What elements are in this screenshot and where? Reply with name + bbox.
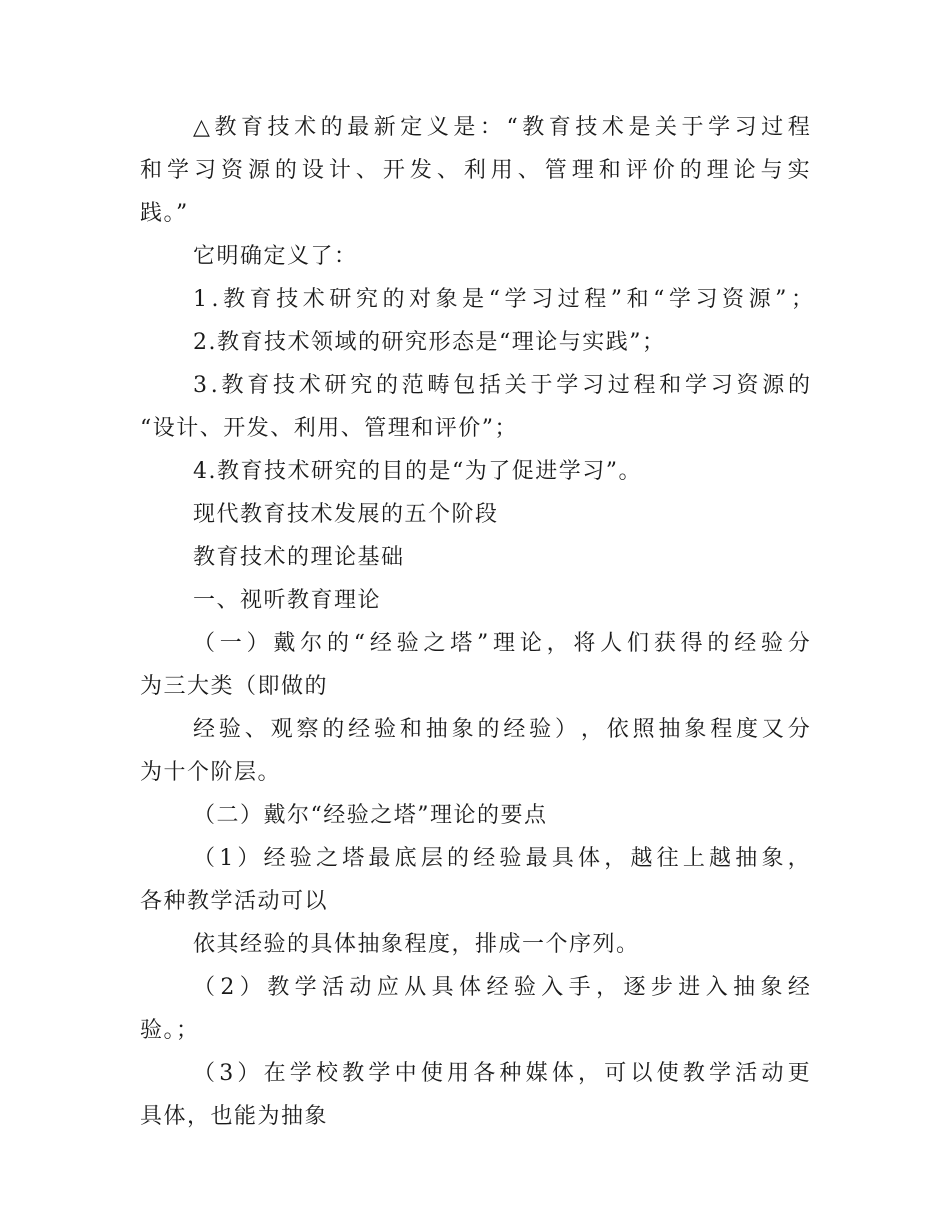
text-line-7: 3 . 教 育 技 术 研 究 的 范 畴 包 括 关 于 学 习 过 程 和 学 习 资 源 的: [193, 373, 810, 398]
text-line-18: （ 1 ） 经 验 之 塔 最 底 层 的 经 验 最 具 体 ， 越 往 上 越 抽 象 ，: [193, 846, 810, 871]
text-line-21: （ 2 ） 教 学 活 动 应 从 具 体 经 验 入 手 ， 逐 步 进 入 抽 象 经: [193, 975, 810, 1000]
text-line-1: △ 教 育 技 术 的 最 新 定 义 是 ： “ 教 育 技 术 是 关 于 学 习 过 程: [193, 115, 810, 140]
text-line-23: （ 3 ） 在 学 校 教 学 中 使 用 各 种 媒 体 ， 可 以 使 教 学 活 动 更: [193, 1061, 810, 1086]
text-line-6: 2.教育技术领域的研究形态是“理论与实践”；: [193, 330, 666, 355]
text-line-5: 1 . 教 育 技 术 研 究 的 对 象 是 “ 学 习 过 程 ” 和 “ 学 习 资 源 ” ；: [193, 287, 813, 312]
text-line-11: 教育技术的理论基础: [193, 545, 405, 570]
text-line-2: 和 学 习 资 源 的 设 计 、 开 发 、 利 用 、 管 理 和 评 价 的 理 论 与 实: [140, 158, 810, 183]
text-line-24: 具体，也能为抽象: [140, 1104, 329, 1129]
text-line-8: “设计、开发、利用、管理和评价”；: [140, 416, 518, 441]
text-line-17: （二）戴尔“经验之塔”理论的要点: [193, 803, 548, 828]
text-line-13: （ 一 ） 戴 尔 的 “ 经 验 之 塔 ” 理 论 ， 将 人 们 获 得 的 经 验 分: [193, 631, 810, 656]
text-line-9: 4.教育技术研究的目的是“为了促进学习”。: [193, 459, 642, 484]
text-line-20: 依其经验的具体抽象程度，排成一个序列。: [193, 932, 640, 957]
text-line-16: 为十个阶层。: [140, 760, 282, 785]
text-line-14: 为三大类（即做的: [140, 674, 329, 699]
text-line-3: 践。”: [140, 201, 189, 226]
text-line-19: 各种教学活动可以: [140, 889, 329, 914]
text-line-12: 一、视听教育理论: [193, 588, 382, 613]
text-line-10: 现代教育技术发展的五个阶段: [193, 502, 499, 527]
text-line-4: 它明确定义了：: [193, 244, 358, 269]
text-line-22: 验。；: [140, 1018, 200, 1043]
text-line-15: 经 验 、 观 察 的 经 验 和 抽 象 的 经 验 ） ， 依 照 抽 象 程 度 又 分: [193, 717, 810, 742]
